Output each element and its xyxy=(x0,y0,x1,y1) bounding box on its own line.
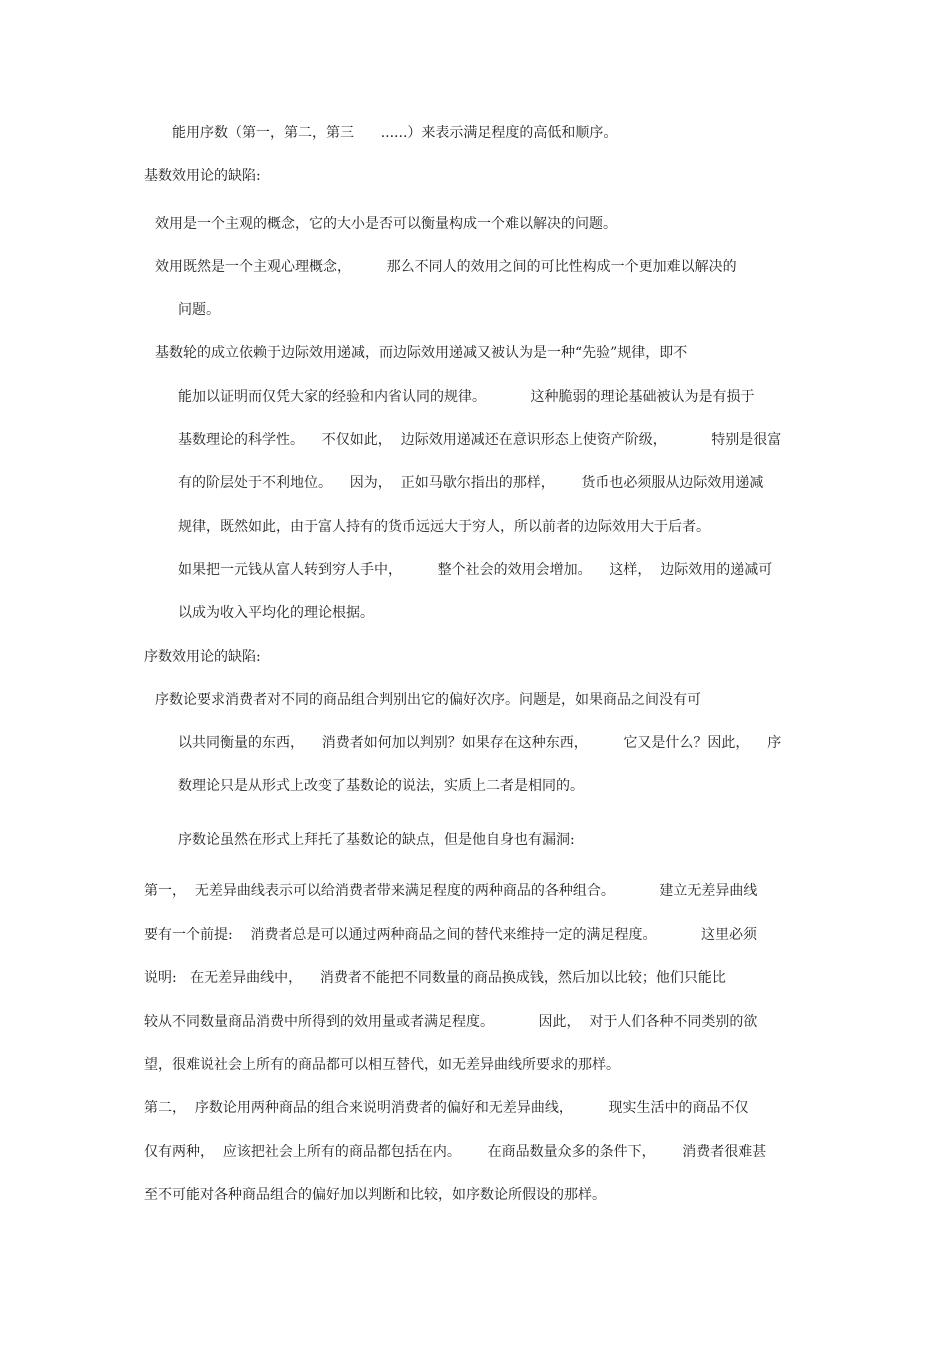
text-line-ordinal-intro: 能用序数（第一，第二，第三 ......）来表示满足程度的高低和顺序。 xyxy=(172,125,618,141)
text-line: 效用既然是一个主观心理概念， 那么不同人的效用之间的可比性构成一个更加难以解决的 xyxy=(155,259,737,275)
text-line: 望，很难说社会上所有的商品都可以相互替代，如无差异曲线所要求的那样。 xyxy=(144,1057,620,1073)
text-line: 仅有两种， 应该把社会上所有的商品都包括在内。 在商品数量众多的条件下， 消费者很难甚 xyxy=(144,1144,767,1160)
text-line: 基数轮的成立依赖于边际效用递减，而边际效用递减又被认为是一种“先验”规律，即不 xyxy=(155,345,688,361)
text-line: 有的阶层处于不利地位。 因为， 正如马歇尔指出的那样， 货币也必须服从边际效用递减 xyxy=(178,475,764,491)
text-line: 要有一个前提: 消费者总是可以通过两种商品之间的替代来维持一定的满足程度。 这里必须 xyxy=(144,927,758,943)
text-line: 能加以证明而仅凭大家的经验和内省认同的规律。 这种脆弱的理论基础被认为是有损于 xyxy=(178,389,755,405)
text-line: 数理论只是从形式上改变了基数论的说法，实质上二者是相同的。 xyxy=(178,778,584,794)
text-line-first-point: 第一， 无差异曲线表示可以给消费者带来满足程度的两种商品的各种组合。 建立无差异曲线 xyxy=(144,883,758,899)
text-line: 如果把一元钱从富人转到穷人手中， 整个社会的效用会增加。 这样， 边际效用的递减可 xyxy=(178,562,773,578)
text-line-loopholes-intro: 序数论虽然在形式上拜托了基数论的缺点，但是他自身也有漏洞: xyxy=(178,832,575,848)
text-line: 效用是一个主观的概念，它的大小是否可以衡量构成一个难以解决的问题。 xyxy=(155,216,617,232)
text-line: 规律，既然如此，由于富人持有的货币远远大于穷人，所以前者的边际效用大于后者。 xyxy=(178,519,710,535)
text-line: 至不可能对各种商品组合的偏好加以判断和比较，如序数论所假设的那样。 xyxy=(144,1187,606,1203)
heading-ordinal-utility-defects: 序数效用论的缺陷: xyxy=(144,649,261,665)
text-line: 较从不同数量商品消费中所得到的效用量或者满足程度。 因此， 对于人们各种不同类别的欲 xyxy=(144,1014,758,1030)
heading-cardinal-utility-defects: 基数效用论的缺陷: xyxy=(144,168,261,184)
text-line: 说明: 在无差异曲线中， 消费者不能把不同数量的商品换成钱，然后加以比较；他们只能比 xyxy=(144,970,726,986)
text-line: 基数理论的科学性。 不仅如此， 边际效用递减还在意识形态上使资产阶级， 特别是很富 xyxy=(178,432,782,448)
text-line: 以共同衡量的东西， 消费者如何加以判别？如果存在这种东西， 它又是什么？因此， 序 xyxy=(178,735,782,751)
text-line: 问题。 xyxy=(178,302,220,318)
text-line: 序数论要求消费者对不同的商品组合判别出它的偏好次序。问题是，如果商品之间没有可 xyxy=(155,692,701,708)
text-line: 以成为收入平均化的理论根据。 xyxy=(178,605,374,621)
text-line-second-point: 第二， 序数论用两种商品的组合来说明消费者的偏好和无差异曲线， 现实生活中的商品不仅 xyxy=(144,1100,749,1116)
